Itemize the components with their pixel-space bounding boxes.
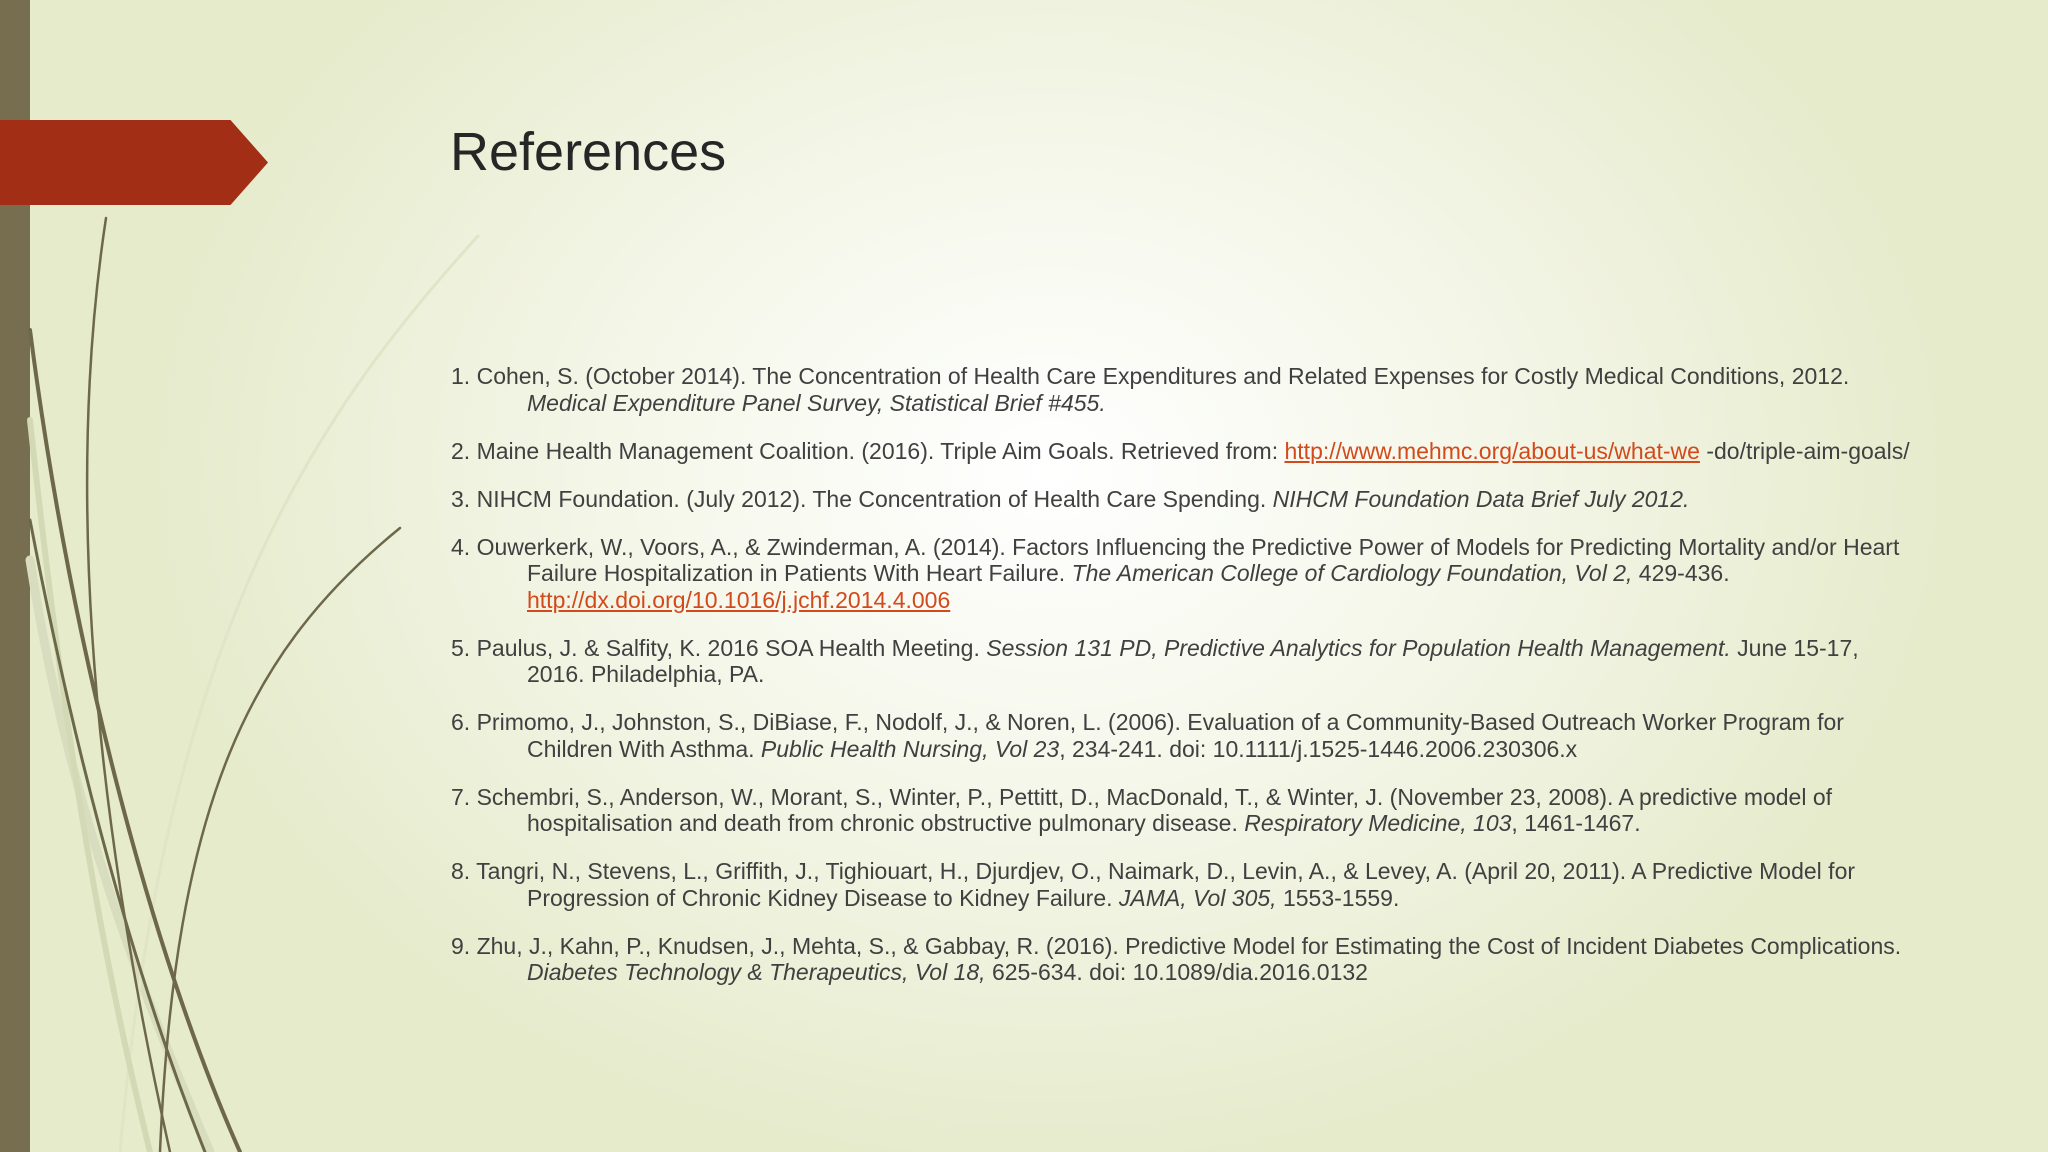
reference-number: 2.	[451, 437, 477, 464]
reference-link-mehmc[interactable]: http://www.mehmc.org/about-us/what-we	[1284, 437, 1700, 464]
reference-source: Respiratory Medicine, 103	[1244, 810, 1512, 836]
reference-number: 3.	[451, 485, 477, 512]
reference-details: 625-634. doi: 10.1089/dia.2016.0132	[985, 959, 1368, 985]
reference-source: Medical Expenditure Panel Survey, Statistical Brief #455.	[527, 389, 1106, 416]
reference-source: NIHCM Foundation Data Brief July 2012.	[1272, 485, 1690, 512]
title-arrow-marker	[0, 120, 268, 205]
reference-text: Zhu, J., Kahn, P., Knudsen, J., Mehta, S., & Gabbay, R. (2016). Predictive Model for Estimating the Cost of Incident Diabetes Complications.	[476, 932, 1902, 959]
reference-text: NIHCM Foundation. (July 2012). The Concentration of Health Care Spending.	[476, 485, 1273, 512]
reference-item-9	[451, 933, 1921, 986]
decor-stroke-dark-1	[87, 218, 170, 1152]
reference-details: , 234-241. doi: 10.1111/j.1525-1446.2006.230306.x	[1059, 735, 1578, 762]
decor-stroke-faint-2	[120, 236, 478, 1152]
reference-text: Maine Health Management Coalition. (2016). Triple Aim Goals. Retrieved from:	[476, 437, 1285, 464]
decor-stroke-dark-4	[30, 520, 205, 1152]
reference-details: June 15-17, 2016. Philadelphia, PA.	[527, 634, 1859, 687]
reference-source: Session 131 PD, Predictive Analytics for Population Health Management.	[986, 634, 1731, 661]
slide-title: References	[450, 122, 727, 182]
reference-text: Tangri, N., Stevens, L., Griffith, J., Tighiouart, H., Djurdjev, O., Naimark, D., Levin, A., & Levey, A. (April 20, 2011). A Predictive Model for Progression of Chronic Kidney Disease to Kidney Failure.	[476, 858, 1856, 911]
reference-details: 1553-1559.	[1276, 884, 1400, 911]
reference-text: Ouwerkerk, W., Voors, A., & Zwinderman, A. (2014). Factors Influencing the Predictive Power of Models for Predicting Mortality and/or Heart Failure Hospitalization in Patients With Heart Failure.	[476, 533, 1900, 586]
reference-number: 4.	[451, 533, 477, 560]
reference-item-7	[451, 784, 1921, 837]
reference-text: Primomo, J., Johnston, S., DiBiase, F., Nodolf, J., & Noren, L. (2006). Evaluation of a Community-Based Outreach Worker Program for Children With Asthma.	[476, 709, 1844, 762]
reference-number: 9.	[451, 932, 477, 959]
reference-text: Schembri, S., Anderson, W., Morant, S., Winter, P., Pettitt, D., MacDonald, T., & Winter, J. (November 23, 2008). A predictive model of hospitalisation and death from chronic obstructive pulmonary disease.	[476, 783, 1833, 836]
reference-source: Public Health Nursing, Vol 23	[760, 735, 1060, 762]
reference-number: 7.	[451, 783, 477, 810]
reference-source: JAMA, Vol 305,	[1118, 884, 1277, 911]
reference-text: Cohen, S. (October 2014). The Concentration of Health Care Expenditures and Related Expenses for Costly Medical Conditions, 2012.	[476, 363, 1850, 389]
reference-item-1	[451, 363, 1921, 416]
reference-source: The American College of Cardiology Foundation, Vol 2,	[1071, 560, 1633, 586]
reference-link-doi[interactable]: http://dx.doi.org/10.1016/j.jchf.2014.4.006	[527, 586, 951, 613]
reference-number: 6.	[451, 709, 477, 735]
reference-item-4	[451, 534, 1921, 614]
decor-stroke-dark-3	[30, 330, 240, 1152]
reference-number: 5.	[451, 634, 477, 661]
reference-details: , 1461-1467.	[1511, 810, 1641, 836]
reference-item-8	[451, 858, 1921, 911]
reference-number: 1.	[451, 363, 477, 389]
reference-number: 8.	[451, 858, 477, 884]
reference-item-6	[451, 709, 1921, 762]
reference-item-2	[451, 438, 1921, 465]
reference-item-5	[451, 635, 1921, 688]
reference-list	[451, 363, 1921, 1007]
reference-item-3	[451, 486, 1921, 513]
decor-stroke-dark-2	[160, 528, 400, 1152]
reference-text: Paulus, J. & Salfity, K. 2016 SOA Health Meeting.	[476, 634, 987, 661]
reference-pages: 429-436.	[1632, 560, 1730, 586]
reference-text-continued: -do/triple-aim-goals/	[1699, 437, 1910, 464]
reference-source: Diabetes Technology & Therapeutics, Vol 18,	[527, 959, 986, 985]
